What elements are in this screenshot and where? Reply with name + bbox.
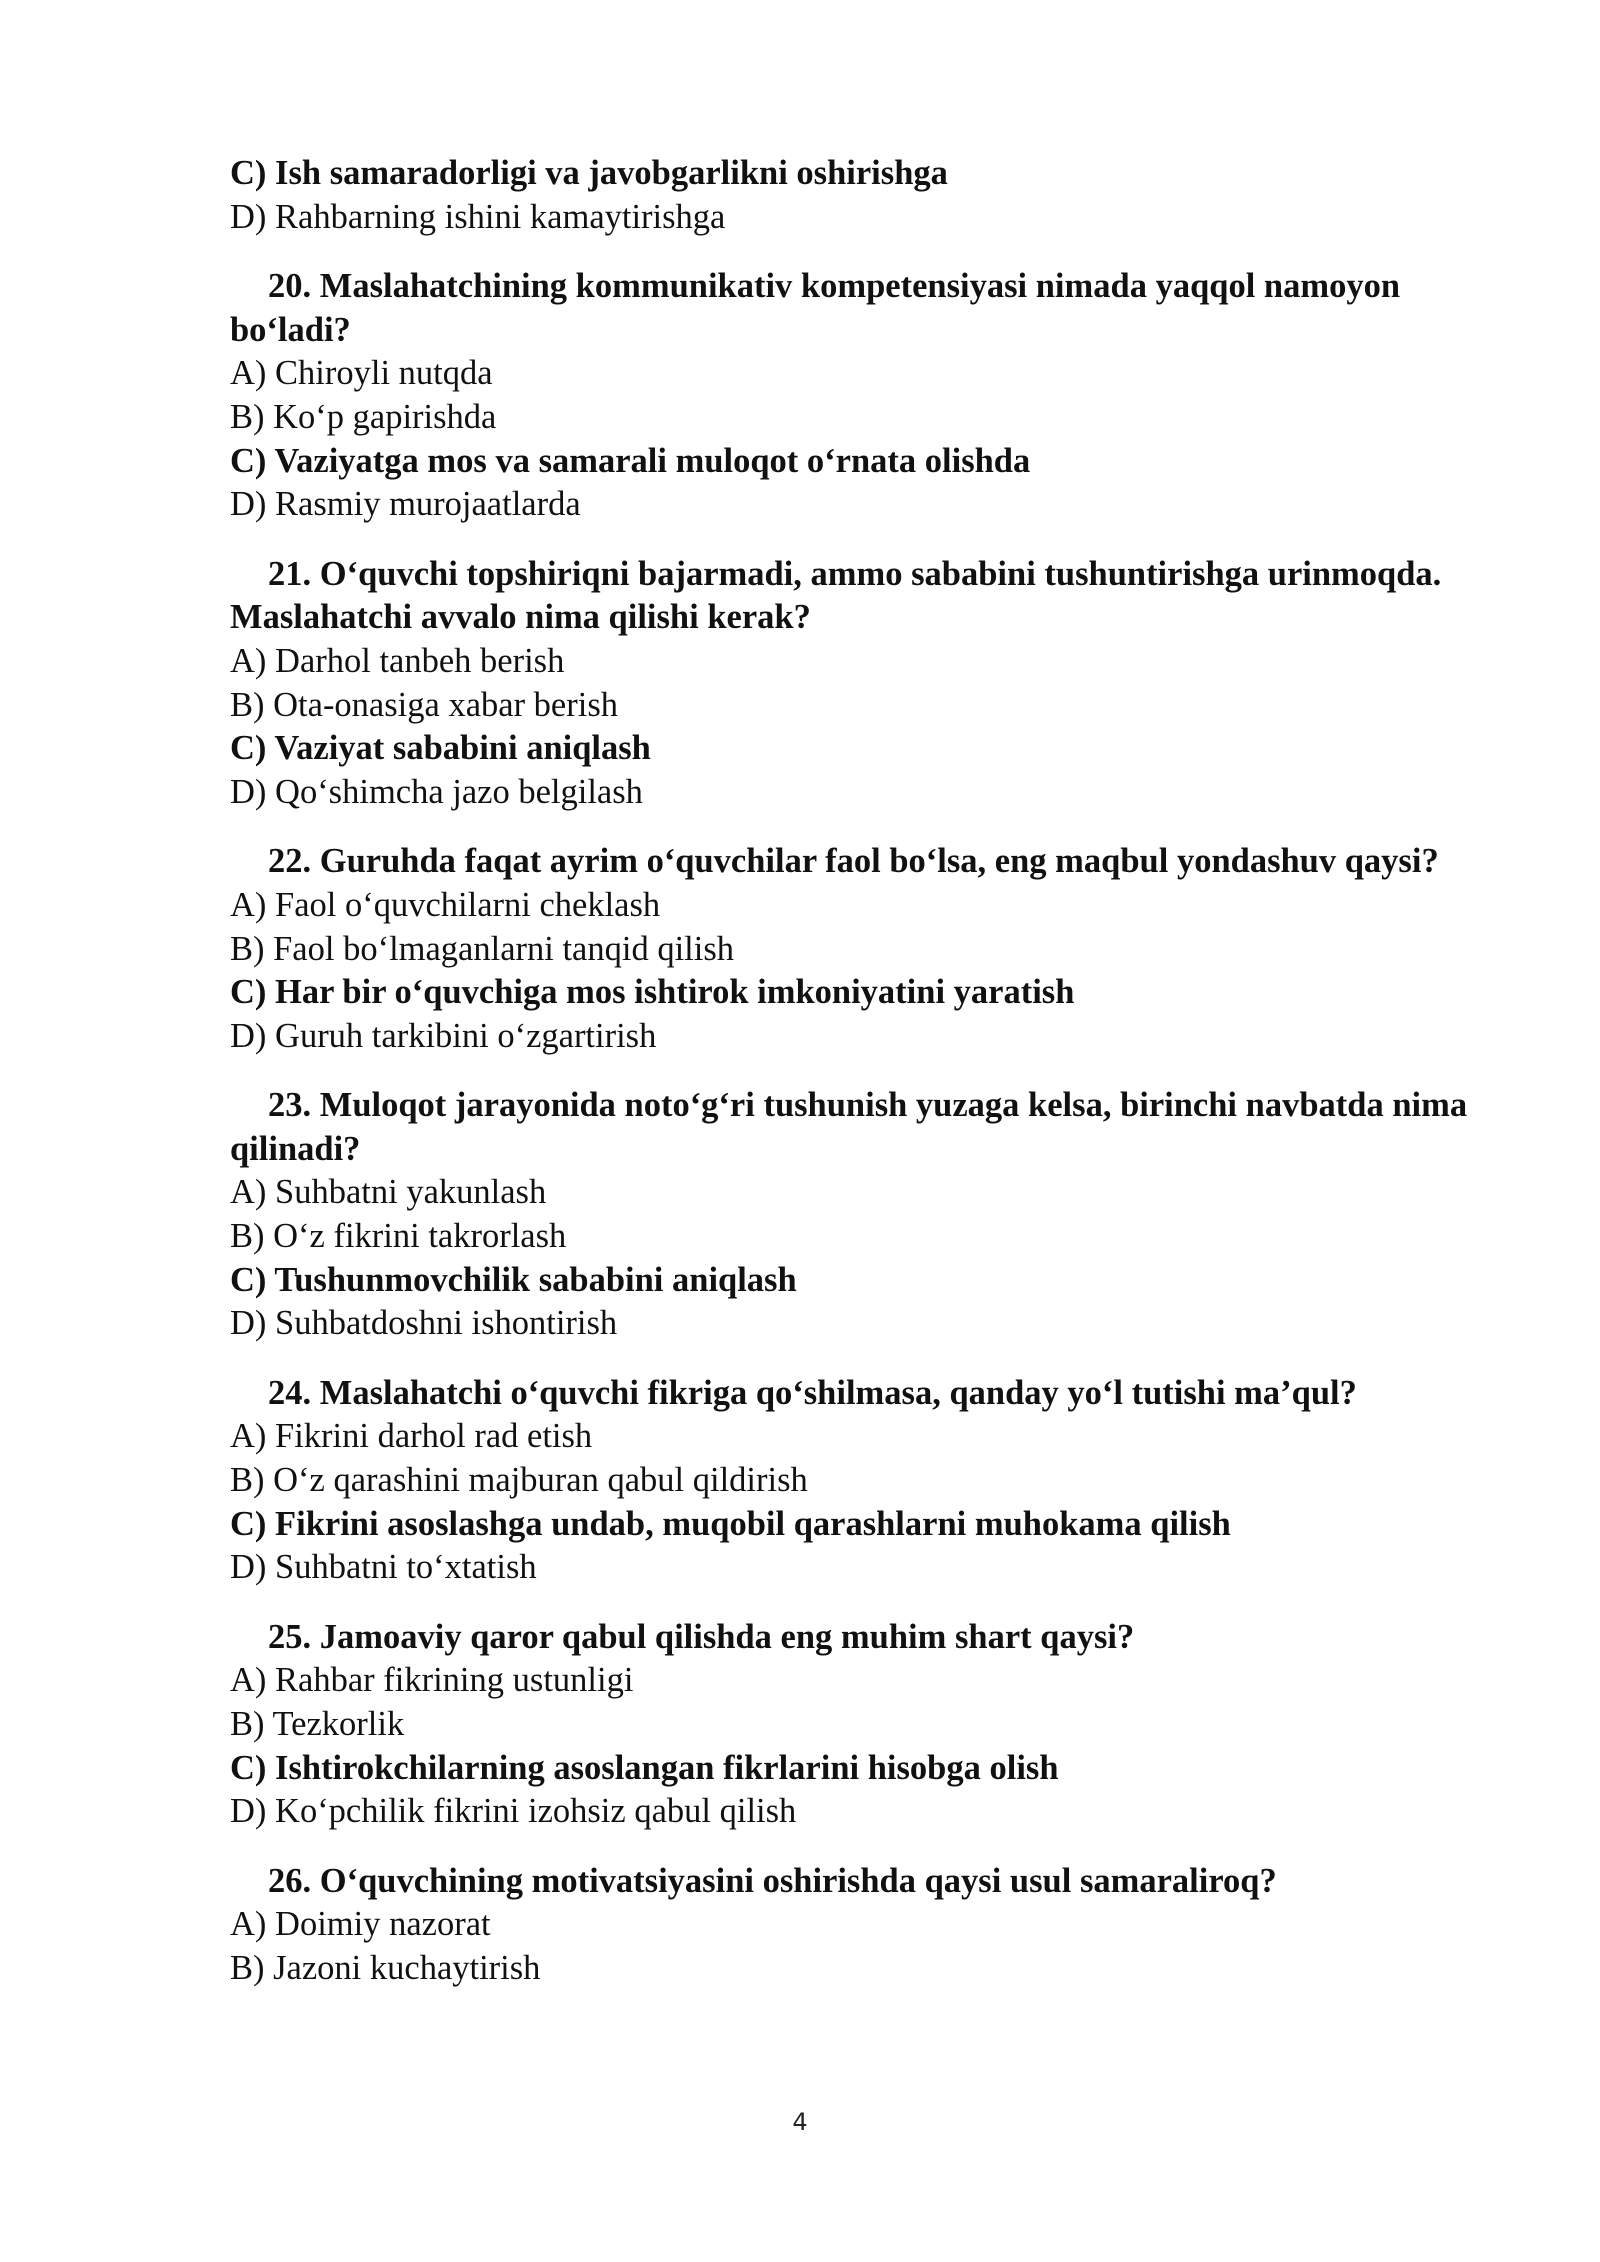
question-text: 25. Jamoaviy qaror qabul qilishda eng muhim shart qaysi? (268, 1617, 1135, 1656)
question-spacer (230, 1058, 1510, 1084)
answer-option: A) Faol o‘quvchilarni cheklash (230, 885, 661, 924)
question-block (230, 840, 1510, 1058)
answer-option: A) Darhol tanbeh berish (230, 641, 565, 680)
answer-option: A) Rahbar fikrining ustunligi (230, 1661, 634, 1700)
question-block (230, 1372, 1510, 1590)
option-c-correct: C) Ish samaradorligi va javobgarlikni oshirishga (230, 154, 948, 192)
answer-option: B) Faol bo‘lmaganlarni tanqid qilish (230, 929, 735, 968)
answer-option: A) Chiroyli nutqda (230, 354, 493, 393)
answer-option: D) Qo‘shimcha jazo belgilash (230, 772, 643, 811)
answer-option: D) Ko‘pchilik fikrini izohsiz qabul qilish (230, 1792, 797, 1831)
answer-option: B) Tezkorlik (230, 1705, 405, 1743)
question-spacer (230, 239, 1510, 265)
question-block (230, 553, 1510, 815)
question-block (230, 1616, 1510, 1834)
answer-option: A) Fikrini darhol rad etish (230, 1417, 593, 1456)
question-list (230, 239, 1510, 1990)
answer-option: B) Ota-onasiga xabar berish (230, 685, 618, 724)
question-block (230, 1860, 1510, 1991)
answer-option: A) Doimiy nazorat (230, 1905, 491, 1944)
question-spacer (230, 1834, 1510, 1860)
question-spacer (230, 1346, 1510, 1372)
answer-option-correct: C) Fikrini asoslashga undab, muqobil qarashlarni muhokama qilish (230, 1504, 1231, 1543)
previous-question-tail (230, 152, 1510, 239)
answer-option-correct: C) Tushunmovchilik sababini aniqlash (230, 1260, 797, 1299)
question-spacer (230, 527, 1510, 553)
answer-option: D) Rasmiy murojaatlarda (230, 485, 581, 524)
option-d: D) Rahbarning ishini kamaytirishga (230, 197, 726, 236)
question-text: 26. O‘quvchining motivatsiyasini oshirishda qaysi usul samaraliroq? (268, 1861, 1277, 1900)
question-text: 22. Guruhda faqat ayrim o‘quvchilar faol bo‘lsa, eng maqbul yondashuv qaysi? (268, 842, 1439, 881)
question-spacer (230, 814, 1510, 840)
answer-option-correct: C) Vaziyatga mos va samarali muloqot o‘rnata olishda (230, 441, 1031, 480)
answer-option-correct: C) Ishtirokchilarning asoslangan fikrlarini hisobga olish (230, 1748, 1059, 1787)
answer-option: B) O‘z fikrini takrorlash (230, 1217, 567, 1256)
answer-option: B) Ko‘p gapirishda (230, 397, 497, 436)
answer-option: A) Suhbatni yakunlash (230, 1173, 547, 1212)
question-block (230, 265, 1510, 527)
answer-option-correct: C) Vaziyat sababini aniqlash (230, 729, 651, 768)
question-text: 20. Maslahatchining kommunikativ kompetensiyasi nimada yaqqol namoyon bo‘ladi? (230, 267, 1401, 349)
answer-option: D) Suhbatdoshni ishontirish (230, 1304, 618, 1343)
answer-option: B) Jazoni kuchaytirish (230, 1948, 541, 1987)
question-text: 24. Maslahatchi o‘quvchi fikriga qo‘shilmasa, qanday yo‘l tutishi ma’qul? (268, 1373, 1357, 1412)
question-spacer (230, 1590, 1510, 1616)
answer-option: D) Suhbatni to‘xtatish (230, 1548, 537, 1587)
question-block (230, 1084, 1510, 1346)
question-text: 23. Muloqot jarayonida noto‘g‘ri tushunish yuzaga kelsa, birinchi navbatda nima qilinadi? (230, 1086, 1468, 1168)
page-number: 4 (792, 2108, 808, 2136)
answer-option-correct: C) Har bir o‘quvchiga mos ishtirok imkoniyatini yaratish (230, 973, 1075, 1012)
question-text: 21. O‘quvchi topshiriqni bajarmadi, ammo sababini tushuntirishga urinmoqda. Maslahatchi avvalo nima qilishi kerak? (230, 554, 1442, 637)
page-content (230, 152, 1510, 1991)
answer-option: B) O‘z qarashini majburan qabul qildirish (230, 1461, 808, 1500)
answer-option: D) Guruh tarkibini o‘zgartirish (230, 1016, 657, 1055)
